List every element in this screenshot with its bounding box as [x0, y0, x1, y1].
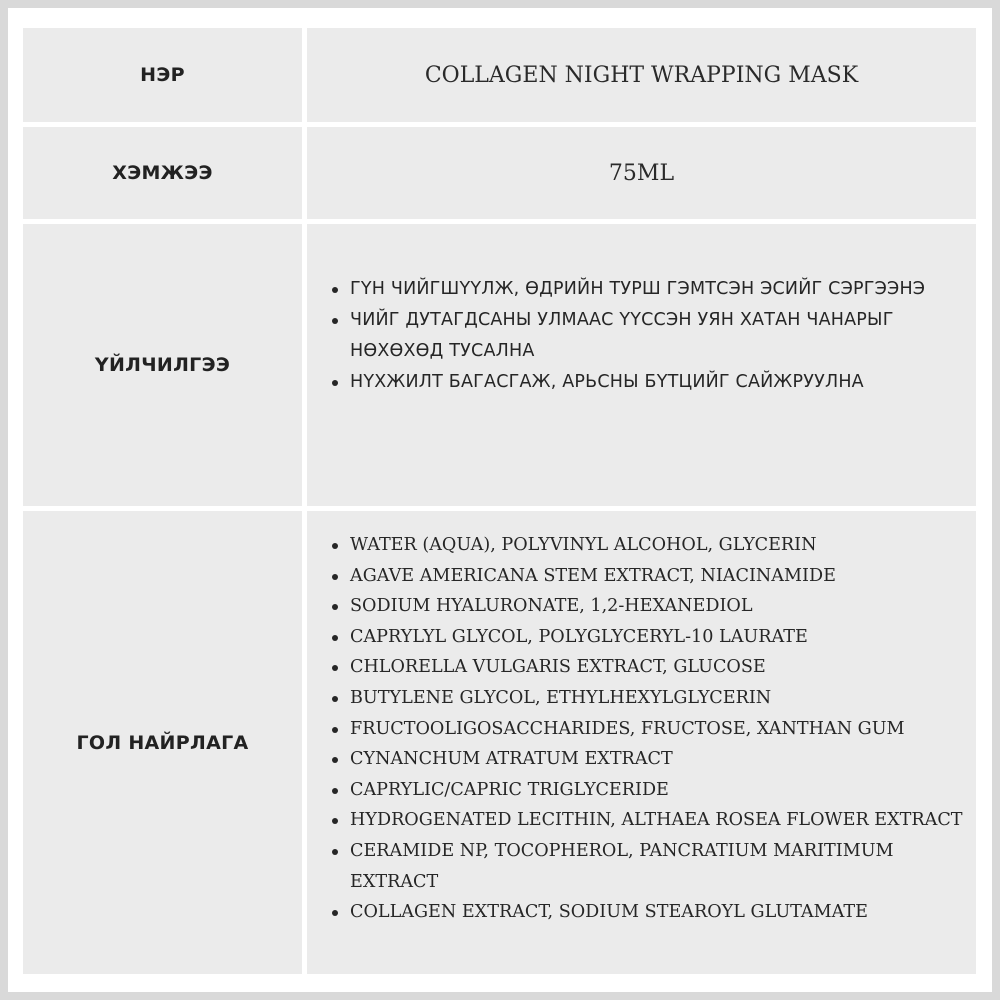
name-label: НЭР — [140, 64, 185, 86]
list-item: COLLAGEN EXTRACT, SODIUM STEAROYL GLUTAMATE — [331, 897, 968, 928]
name-value-cell — [307, 28, 976, 122]
size-label-cell — [23, 127, 302, 219]
size-label: ХЭМЖЭЭ — [112, 162, 213, 184]
list-item: ЧИЙГ ДУТАГДСАНЫ УЛМААС ҮҮССЭН УЯН ХАТАН ЧАНАРЫГ НӨХӨХӨД ТУСАЛНА — [331, 305, 968, 367]
effect-value-cell — [307, 224, 976, 506]
ingredients-list — [331, 530, 968, 928]
list-item: ГҮН ЧИЙГШҮҮЛЖ, ӨДРИЙН ТУРШ ГЭМТСЭН ЭСИЙГ СЭРГЭЭНЭ — [331, 274, 968, 305]
list-item: SODIUM HYALURONATE, 1,2-HEXANEDIOL — [331, 591, 968, 622]
list-item: CYNANCHUM ATRATUM EXTRACT — [331, 744, 968, 775]
list-item: FRUCTOOLIGOSACCHARIDES, FRUCTOSE, XANTHAN GUM — [331, 714, 968, 745]
list-item: НҮХЖИЛТ БАГАСГАЖ, АРЬСНЫ БҮТЦИЙГ САЙЖРУУЛНА — [331, 367, 968, 398]
list-item: CAPRYLIC/CAPRIC TRIGLYCERIDE — [331, 775, 968, 806]
size-value-cell — [307, 127, 976, 219]
list-item: CAPRYLYL GLYCOL, POLYGLYCERYL-10 LAURATE — [331, 622, 968, 653]
list-item: CERAMIDE NP, TOCOPHEROL, PANCRATIUM MARITIMUM EXTRACT — [331, 836, 968, 897]
product-name: COLLAGEN NIGHT WRAPPING MASK — [424, 62, 859, 88]
ingredients-label: ГОЛ НАЙРЛАГА — [76, 731, 249, 754]
product-size: 75ML — [608, 160, 675, 186]
ingredients-label-cell — [23, 511, 302, 974]
list-item: WATER (AQUA), POLYVINYL ALCOHOL, GLYCERIN — [331, 530, 968, 561]
list-item: CHLORELLA VULGARIS EXTRACT, GLUCOSE — [331, 652, 968, 683]
effect-label: ҮЙЛЧИЛГЭЭ — [94, 354, 231, 376]
name-label-cell — [23, 28, 302, 122]
list-item: BUTYLENE GLYCOL, ETHYLHEXYLGLYCERIN — [331, 683, 968, 714]
ingredients-value-cell — [307, 511, 976, 974]
list-item: AGAVE AMERICANA STEM EXTRACT, NIACINAMIDE — [331, 561, 968, 592]
effect-list — [331, 274, 968, 398]
effect-label-cell — [23, 224, 302, 506]
list-item: HYDROGENATED LECITHIN, ALTHAEA ROSEA FLOWER EXTRACT — [331, 805, 968, 836]
